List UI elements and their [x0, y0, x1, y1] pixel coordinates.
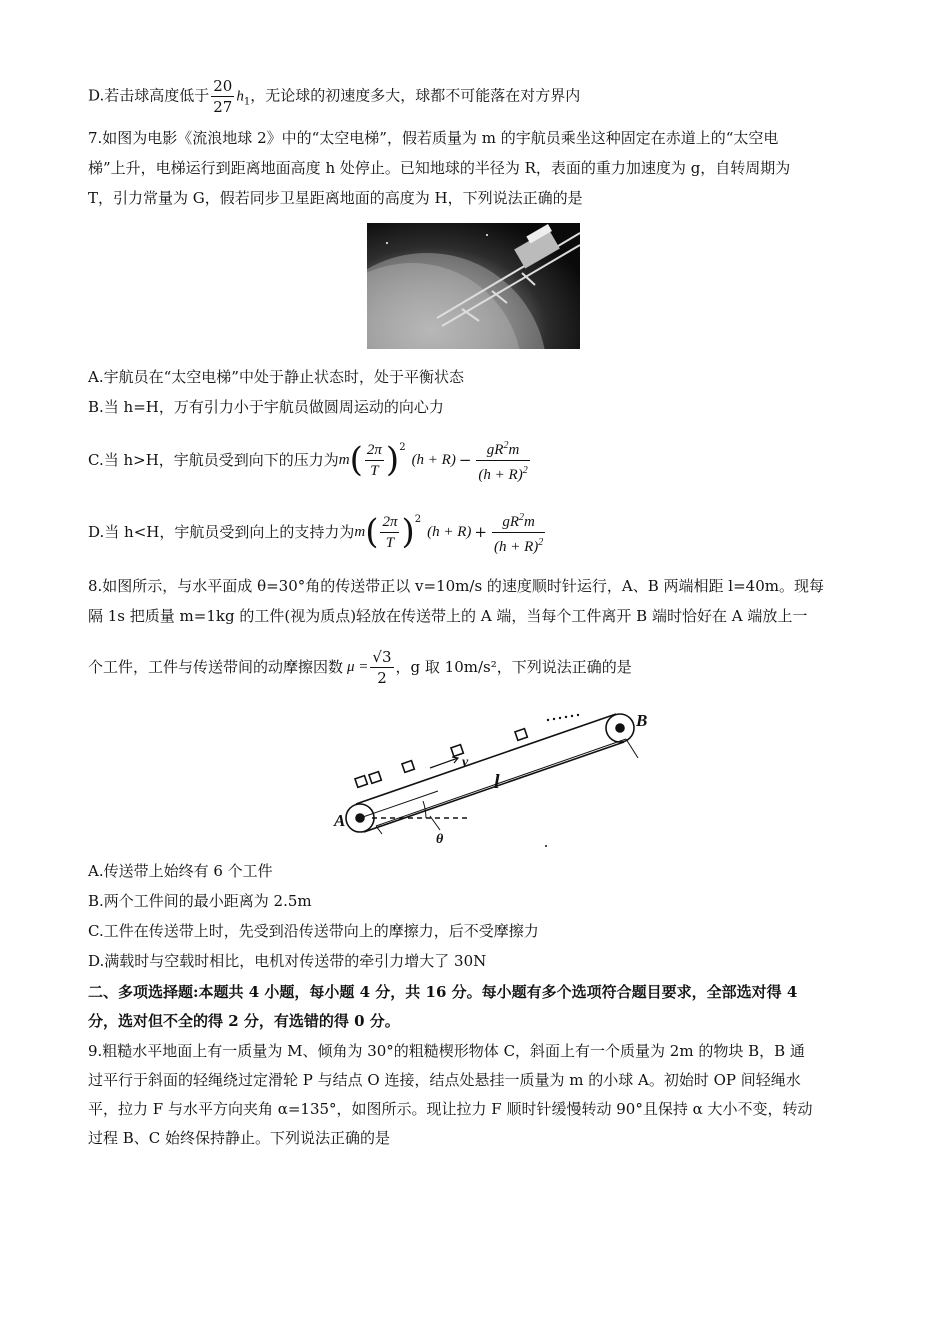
conveyor-belt-diagram — [298, 706, 658, 856]
label-a: A — [334, 811, 346, 830]
workpiece — [402, 761, 414, 773]
q9-line3: 平，拉力 F 与水平方向夹角 α=135°，如图所示。现让拉力 F 顺时针缓慢转动 90°且保持 α 大小不变，转动 — [88, 1100, 813, 1118]
q7-line3: T，引力常量为 G，假若同步卫星距离地面的高度为 H，下列说法正确的是 — [88, 189, 583, 207]
q8-line3: 个工件，工件与传送带间的动摩擦因数 μ = $\frac{√3}{2}$ ，g 取 10m/s²，下列说法正确的是 — [88, 647, 632, 687]
q8-line1: 8.如图所示，与水平面成 θ=30°角的传送带正以 v=10m/s 的速度顺时针运行，A、B 两端相距 l=40m。现每 — [88, 577, 824, 595]
space-elevator-illustration — [367, 223, 580, 349]
label-b: B — [636, 711, 648, 730]
q9-line4: 过程 B、C 始终保持静止。下列说法正确的是 — [88, 1129, 391, 1147]
workpiece — [515, 729, 527, 741]
q8-option-a: A.传送带上始终有 6 个工件 — [88, 862, 273, 880]
q9-line1: 9.粗糙水平地面上有一质量为 M、倾角为 30°的粗糙楔形物体 C，斜面上有一个质量为 2m 的物块 B，B 通 — [88, 1042, 805, 1060]
q8-option-c: C.工件在传送带上时，先受到沿传送带向上的摩擦力，后不受摩擦力 — [88, 922, 539, 940]
q7-option-b: B.当 h=H，万有引力小于宇航员做圆周运动的向心力 — [88, 398, 444, 416]
section2-heading-line1: 二、多项选择题:本题共 4 小题，每小题 4 分，共 16 分。每小题有多个选项符合题目要求，全部选对得 4 — [88, 983, 798, 1001]
section2-heading-line2: 分，选对但不全的得 2 分，有选错的得 0 分。 — [88, 1012, 400, 1030]
space-elevator-photo — [367, 223, 580, 349]
workpiece — [355, 776, 367, 788]
q8-option-d: D.满载时与空载时相比，电机对传送带的牵引力增大了 30N — [88, 952, 487, 970]
q7-option-c: C.当 h>H，宇航员受到向下的压力为 m ( $\frac{2\pi}{T}$ ) $^2$ (h + R) − $\frac{gR^2m}{(h + R)^2}$ — [88, 434, 532, 486]
label-v: v — [462, 755, 469, 770]
option-d-prev: D.若击球高度低于 $\frac{20}{27}$ $h_1$，无论球的初速度多大，球都不可能落在对方界内 — [88, 77, 581, 116]
label-theta: θ — [436, 832, 444, 847]
label-l: l — [494, 771, 500, 793]
q7-line1: 7.如图为电影《流浪地球 2》中的“太空电梯”，假若质量为 m 的宇航员乘坐这种固定在赤道上的“太空电 — [88, 129, 779, 147]
q7-option-a: A.宇航员在“太空电梯”中处于静止状态时，处于平衡状态 — [88, 368, 464, 386]
q8-line2: 隔 1s 把质量 m=1kg 的工件(视为质点)轻放在传送带上的 A 端，当每个工件离开 B 端时恰好在 A 端放上一 — [88, 607, 808, 625]
q7-line2: 梯”上升，电梯运行到距离地面高度 h 处停止。已知地球的半径为 R，表面的重力加速度为 g，自转周期为 — [88, 159, 791, 177]
length-marker — [376, 739, 626, 826]
q8-option-b: B.两个工件间的最小距离为 2.5m — [88, 892, 312, 910]
q7-option-d: D.当 h<H，宇航员受到向上的支持力为 m ( $\frac{2\pi}{T}$ ) $^2$ (h + R) + $\frac{gR^2m}{(h + R)^2}$ — [88, 506, 547, 558]
workpiece — [369, 772, 381, 784]
q9-line2: 过平行于斜面的轻绳绕过定滑轮 P 与结点 O 连接，结点处悬挂一质量为 m 的小球 A。初始时 OP 间轻绳水 — [88, 1071, 801, 1089]
